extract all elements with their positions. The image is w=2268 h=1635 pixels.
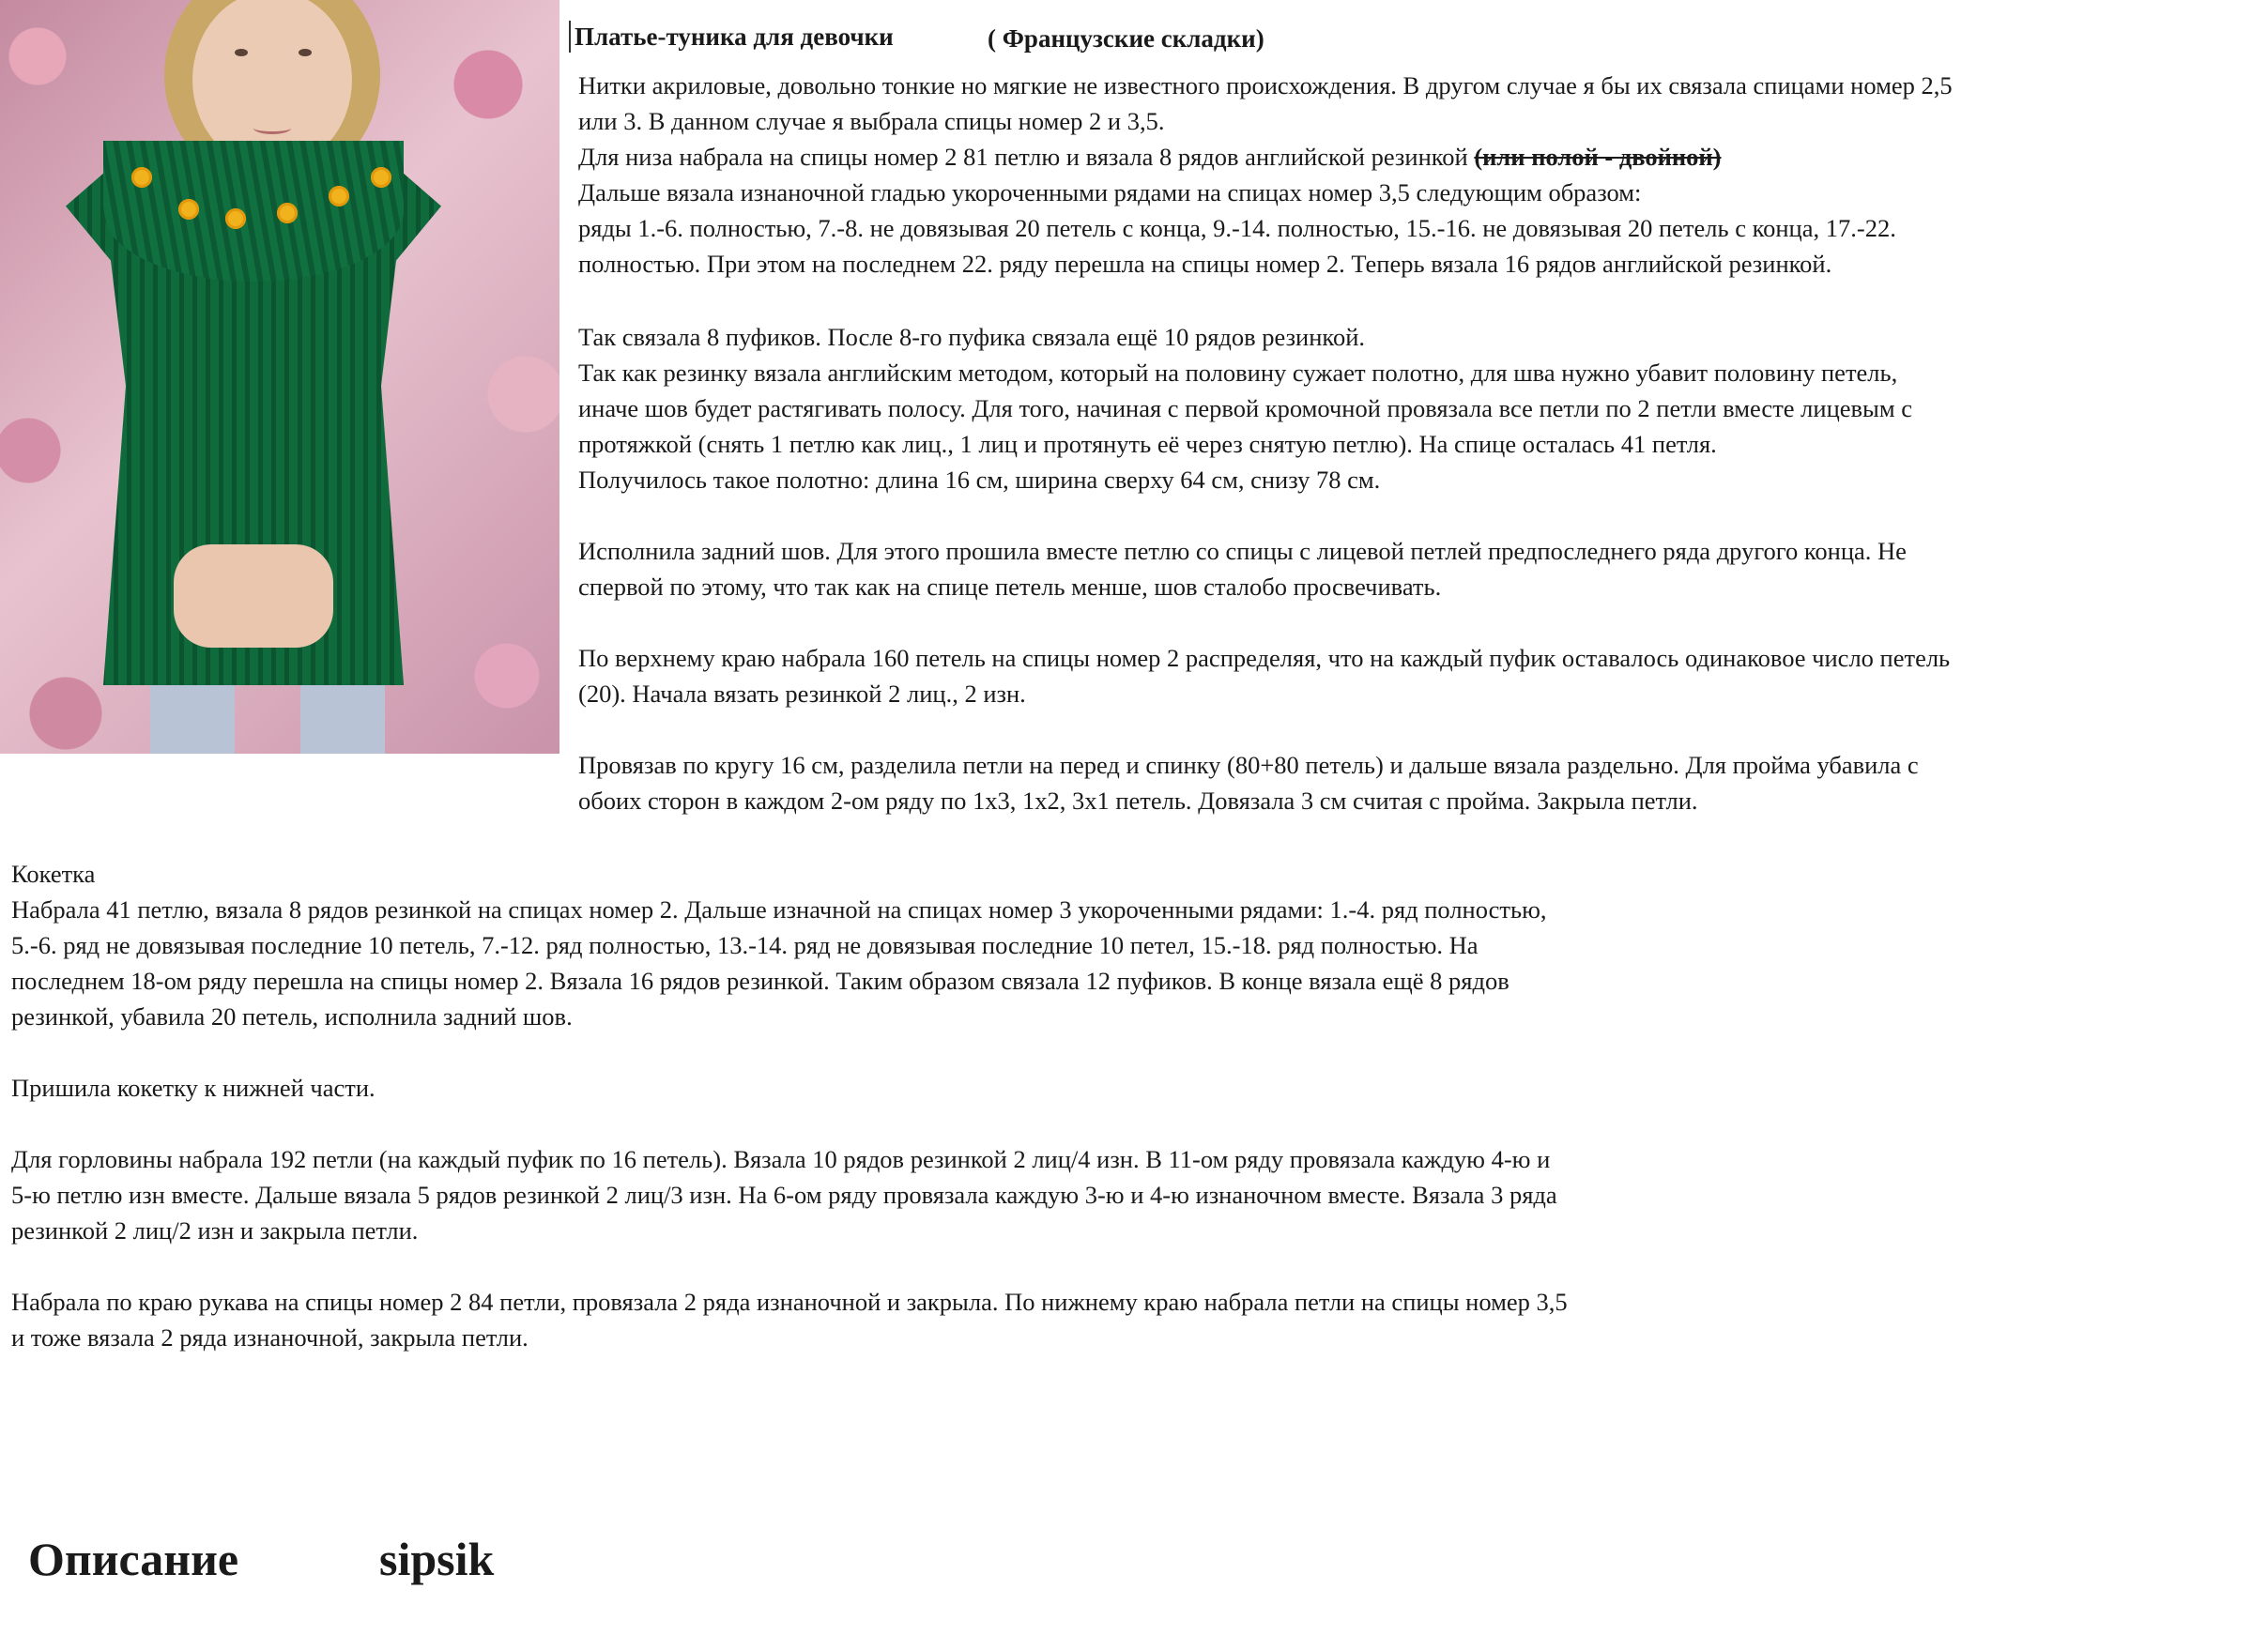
intro-line: Дальше вязала изнаночной гладью укороченными рядами на спицах номер 3,5 следующим образом: xyxy=(578,178,1642,206)
photo-eye xyxy=(235,49,248,56)
footer-label: Описание xyxy=(28,1533,239,1585)
paragraph-line: Для горловины набрала 192 петли (на каждый пуфик по 16 петель). Вязала 10 рядов резинкой 2 лиц/4 изн. В 11-ом ряду провязала каждую 4-ю и xyxy=(11,1145,1551,1173)
paragraph-line: Провязав по кругу 16 см, разделила петли на перед и спинку (80+80 петель) и дальше вязала раздельно. Для пройма убавила с xyxy=(578,751,1919,779)
paragraph-line: резинкой 2 лиц/2 изн и закрыла петли. xyxy=(11,1216,419,1245)
photo-flower xyxy=(131,167,152,188)
intro-line: полностью. При этом на последнем 22. ряду перешла на спицы номер 2. Теперь вязала 16 рядов английской резинкой. xyxy=(578,250,1832,278)
photo-flower xyxy=(225,208,246,229)
paragraph-line: Исполнила задний шов. Для этого прошила вместе петлю со спицы с лицевой петлей предпоследнего ряда другого конца. Не xyxy=(578,537,1907,565)
photo-dress-yoke xyxy=(103,141,404,282)
photo-leg xyxy=(150,685,235,754)
intro-line xyxy=(578,139,1722,175)
intro-line: или 3. В данном случае я выбрала спицы номер 2 и 3,5. xyxy=(578,107,1165,135)
paragraph-line: Так связала 8 пуфиков. После 8-го пуфика связала ещё 10 рядов резинкой. xyxy=(578,323,1366,351)
section-heading-yoke: Кокетка xyxy=(11,860,96,888)
paragraph-line: последнем 18-ом ряду перешла на спицы номер 2. Вязала 16 рядов резинкой. Таким образом связала 12 пуфиков. В конце вязала ещё 8 рядов xyxy=(11,967,1509,995)
paragraph-line: Пришила кокетку к нижней части. xyxy=(11,1074,375,1102)
footer-author: sipsik xyxy=(379,1533,495,1585)
paragraph-line: 5.-6. ряд не довязывая последние 10 петель, 7.-12. ряд полностью, 13.-14. ряд не довязывая последние 10 петел, 15.-18. ряд полностью. На xyxy=(11,931,1479,959)
photo-hands xyxy=(174,544,333,648)
paragraph-line: (20). Начала вязать резинкой 2 лиц., 2 изн. xyxy=(578,680,1026,708)
photo-flower xyxy=(329,186,349,206)
paragraph-line: обоих сторон в каждом 2-ом ряду по 1х3, 1х2, 3х1 петель. Довязала 3 см считая с пройма. Закрыла петли. xyxy=(578,787,1698,815)
title-divider xyxy=(569,21,571,53)
paragraph-line: Так как резинку вязала английским методом, который на половину сужает полотно, для шва нужно убавит половину петель, xyxy=(578,359,1898,387)
paragraph-line: 5-ю петлю изн вместе. Дальше вязала 5 рядов резинкой 2 лиц/3 изн. На 6-ом ряду провязала каждую 3-ю и 4-ю изнаночном вместе. Вязала 3 ряда xyxy=(11,1181,1557,1209)
page-title: Платье-туника для девочки xyxy=(575,23,894,51)
photo-leg xyxy=(300,685,385,754)
photo-flower xyxy=(178,199,199,220)
intro-line: ряды 1.-6. полностью, 7.-8. не довязывая 20 петель с конца, 9.-14. полностью, 15.-16. не довязывая 20 петель с конца, 17.-22. xyxy=(578,214,1896,242)
paragraph-line: спервой по этому, что так как на спице петель менше, шов сталобо просвечивать. xyxy=(578,573,1442,601)
photo-mouth xyxy=(253,122,291,134)
paragraph-line: протяжкой (снять 1 петлю как лиц., 1 лиц и протянуть её через снятую петлю). На спице осталась 41 петля. xyxy=(578,430,1717,458)
paragraph-line: Получилось такое полотно: длина 16 см, ширина сверху 64 см, снизу 78 см. xyxy=(578,466,1381,494)
paragraph-line: иначе шов будет растягивать полосу. Для того, начиная с первой кромочной провязала все петли по 2 петли вместе лицевым с xyxy=(578,394,1912,422)
photo-eye xyxy=(299,49,312,56)
paragraph-line: резинкой, убавила 20 петель, исполнила задний шов. xyxy=(11,1002,573,1031)
intro-line: Нитки акриловые, довольно тонкие но мягкие не известного происхождения. В другом случае я бы их связала спицами номер 2,5 xyxy=(578,71,1953,99)
paragraph-line: Набрала по краю рукава на спицы номер 2 84 петли, провязала 2 ряда изнаночной и закрыла. По нижнему краю набрала петли на спицы номер 3,5 xyxy=(11,1288,1568,1316)
photo-flower xyxy=(277,203,298,223)
paragraph-line: и тоже вязала 2 ряда изнаночной, закрыла петли. xyxy=(11,1323,529,1352)
struck-text: (или полой - двойной) xyxy=(1474,143,1722,171)
page-subtitle: ( Французские складки) xyxy=(988,24,1264,53)
paragraph-line: По верхнему краю набрала 160 петель на спицы номер 2 распределяя, что на каждый пуфик оставалось одинаковое число петель xyxy=(578,644,1951,672)
photo-girl-in-knitted-dress xyxy=(0,0,559,754)
intro-line-text: Для низа набрала на спицы номер 2 81 петлю и вязала 8 рядов английской резинкой xyxy=(578,143,1475,171)
paragraph-line: Набрала 41 петлю, вязала 8 рядов резинкой на спицах номер 2. Дальше изначной на спицах номер 3 укороченными рядами: 1.-4. ряд полностью, xyxy=(11,895,1547,924)
photo-flower xyxy=(371,167,391,188)
